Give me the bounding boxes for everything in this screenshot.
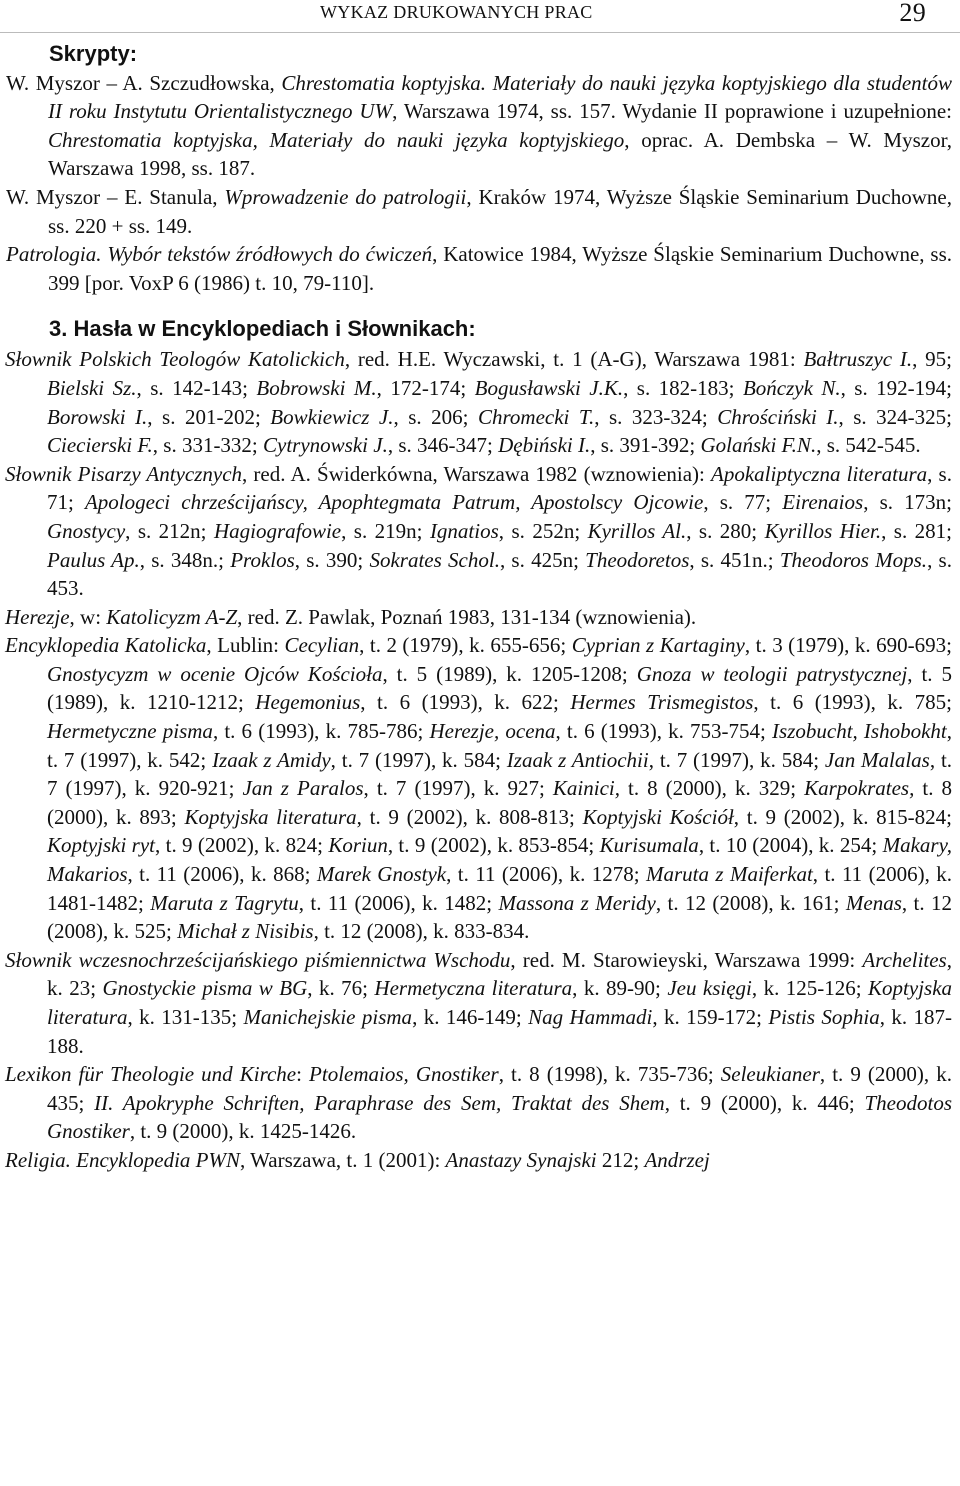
running-header — [320, 2, 926, 28]
encyclopedia-entry: Religia. Encyklopedia PWN, Warszawa, t. 1 (2001): Anastazy Synajski 212; Andrzej — [5, 1147, 710, 1172]
encyclopedia-entry: Lexikon für Theologie und Kirche: Ptolemaios, Gnostiker, t. 8 (1998), k. 735-736; Seleukianer, t. 9 (2000), k. 435; II. Apokryphe Schriften, Paraphrase des Sem, Traktat des Shem, t. 9 (2000), k. 446; Theodotos Gnostiker, t. 9 (2000), k. 1425-1426. — [5, 1062, 952, 1144]
hasla-heading: 3. Hasła w Encyklopediach i Słownikach: — [49, 316, 476, 342]
skrypt-entry: Patrologia. Wybór tekstów źródłowych do ćwiczeń, Katowice 1984, Wyższe Śląskie Seminarium Duchowne, ss. 399 [por. VoxP 6 (1986) t. 10, 79-110]. — [6, 242, 952, 295]
skrypt-entry: W. Myszor – A. Szczudłowska, Chrestomatia koptyjska. Materiały do nauki języka koptyjskiego dla studentów II roku Instytutu Orientalistycznego UW, Warszawa 1974, ss. 157. Wydanie II poprawione i uzupełnione: Chrestomatia koptyjska, Materiały do nauki języka koptyjskiego, oprac. A. Dembska – W. Myszor, Warszawa 1998, ss. 187. — [6, 70, 952, 181]
header-rule — [0, 32, 960, 33]
encyclopedia-entry: Encyklopedia Katolicka, Lublin: Cecylian, t. 2 (1979), k. 655-656; Cyprian z Kartaginy, t. 3 (1979), k. 690-693; Gnostycyzm w ocenie Ojców Kościoła, t. 5 (1989), k. 1205-1208; Gnoza w teologii patrystycznej, t. 5 (1989), k. 1210-1212; Hegemonius, t. 6 (1993), k. 622; Hermes Trismegistos, t. 6 (1993), k. 785; Hermetyczne pisma, t. 6 (1993), k. 785-786; Herezje, ocena, t. 6 (1993), k. 753-754; Iszobucht, Ishobokht, t. 7 (1997), k. 542; Izaak z Amidy, t. 7 (1997), k. 584; Izaak z Antiochii, t. 7 (1997), k. 584; Jan Malalas, t. 7 (1997), k. 920-921; Jan z Paralos, t. 7 (1997), k. 927; Kainici, t. 8 (2000), k. 329; Karpokrates, t. 8 (2000), k. 893; Koptyjska literatura, t. 9 (2002), k. 808-813; Koptyjski Kościół, t. 9 (2002), k. 815-824; Koptyjski ryt, t. 9 (2002), k. 824; Koriun, t. 9 (2002), k. 853-854; Kurisumala, t. 10 (2004), k. 254; Makary, Makarios, t. 11 (2006), k. 868; Marek Gnostyk, t. 11 (2006), k. 1278; Maruta z Maiferkat, t. 11 (2006), k. 1481-1482; Maruta z Tagrytu, t. 11 (2006), k. 1482; Massona z Meridy, t. 12 (2008), k. 161; Menas, t. 12 (2008), k. 525; Michał z Nisibis, t. 12 (2008), k. 833-834. — [5, 633, 953, 944]
skrypt-entry: W. Myszor – E. Stanula, Wprowadzenie do patrologii, Kraków 1974, Wyższe Śląskie Seminarium Duchowne, ss. 220 + ss. 149. — [6, 184, 952, 238]
hasla-list — [5, 345, 952, 1174]
skrypty-heading: Skrypty: — [49, 41, 138, 66]
skrypty-list — [5, 69, 952, 298]
encyclopedia-entry: Słownik Pisarzy Antycznych, red. A. Świderkówna, Warszawa 1982 (wznowienia): Apokaliptyczna literatura, s. 71; Apologeci chrześcijańscy, Apophtegmata Patrum, Apostolscy Ojcowie, s. 77; Eirenaios, s. 173n; Gnostycy, s. 212n; Hagiografowie, s. 219n; Ignatios, s. 252n; Kyrillos Al., s. 280; Kyrillos Hier., s. 281; Paulus Ap., s. 348n.; Proklos, s. 390; Sokrates Schol., s. 425n; Theodoretos, s. 451n.; Theodoros Mops., s. 453. — [5, 461, 952, 601]
document-body — [5, 40, 952, 1175]
encyclopedia-entry: Słownik Polskich Teologów Katolickich, red. H.E. Wyczawski, t. 1 (A-G), Warszawa 1981: Bałtruszyc I., 95; Bielski Sz., s. 142-143; Bobrowski M., 172-174; Bogusławski J.K., s. 182-183; Bończyk N., s. 192-194; Borowski I., s. 201-202; Bowkiewicz J., s. 206; Chromecki T., s. 323-324; Chrościński I., s. 324-325; Ciecierski F., s. 331-332; Cytrynowski J., s. 346-347; Dębiński I., s. 391-392; Golański F.N., s. 542-545. — [5, 347, 953, 458]
encyclopedia-entry: Herezje, w: Katolicyzm A-Z, red. Z. Pawlak, Poznań 1983, 131-134 (wznowienia). — [5, 604, 697, 629]
section-spacer — [5, 297, 952, 313]
encyclopedia-entry: Słownik wczesnochrześcijańskiego piśmiennictwa Wschodu, red. M. Starowieyski, Warszawa 1999: Archelites, k. 23; Gnostyckie pisma w BG, k. 76; Hermetyczna literatura, k. 89-90; Jeu księgi, k. 125-126; Koptyjska literatura, k. 131-135; Manichejskie pisma, k. 146-149; Nag Hammadi, k. 159-172; Pistis Sophia, k. 187-188. — [5, 947, 953, 1058]
page-number: 29 — [899, 0, 926, 27]
running-title: WYKAZ DRUKOWANYCH PRAC — [320, 2, 593, 22]
